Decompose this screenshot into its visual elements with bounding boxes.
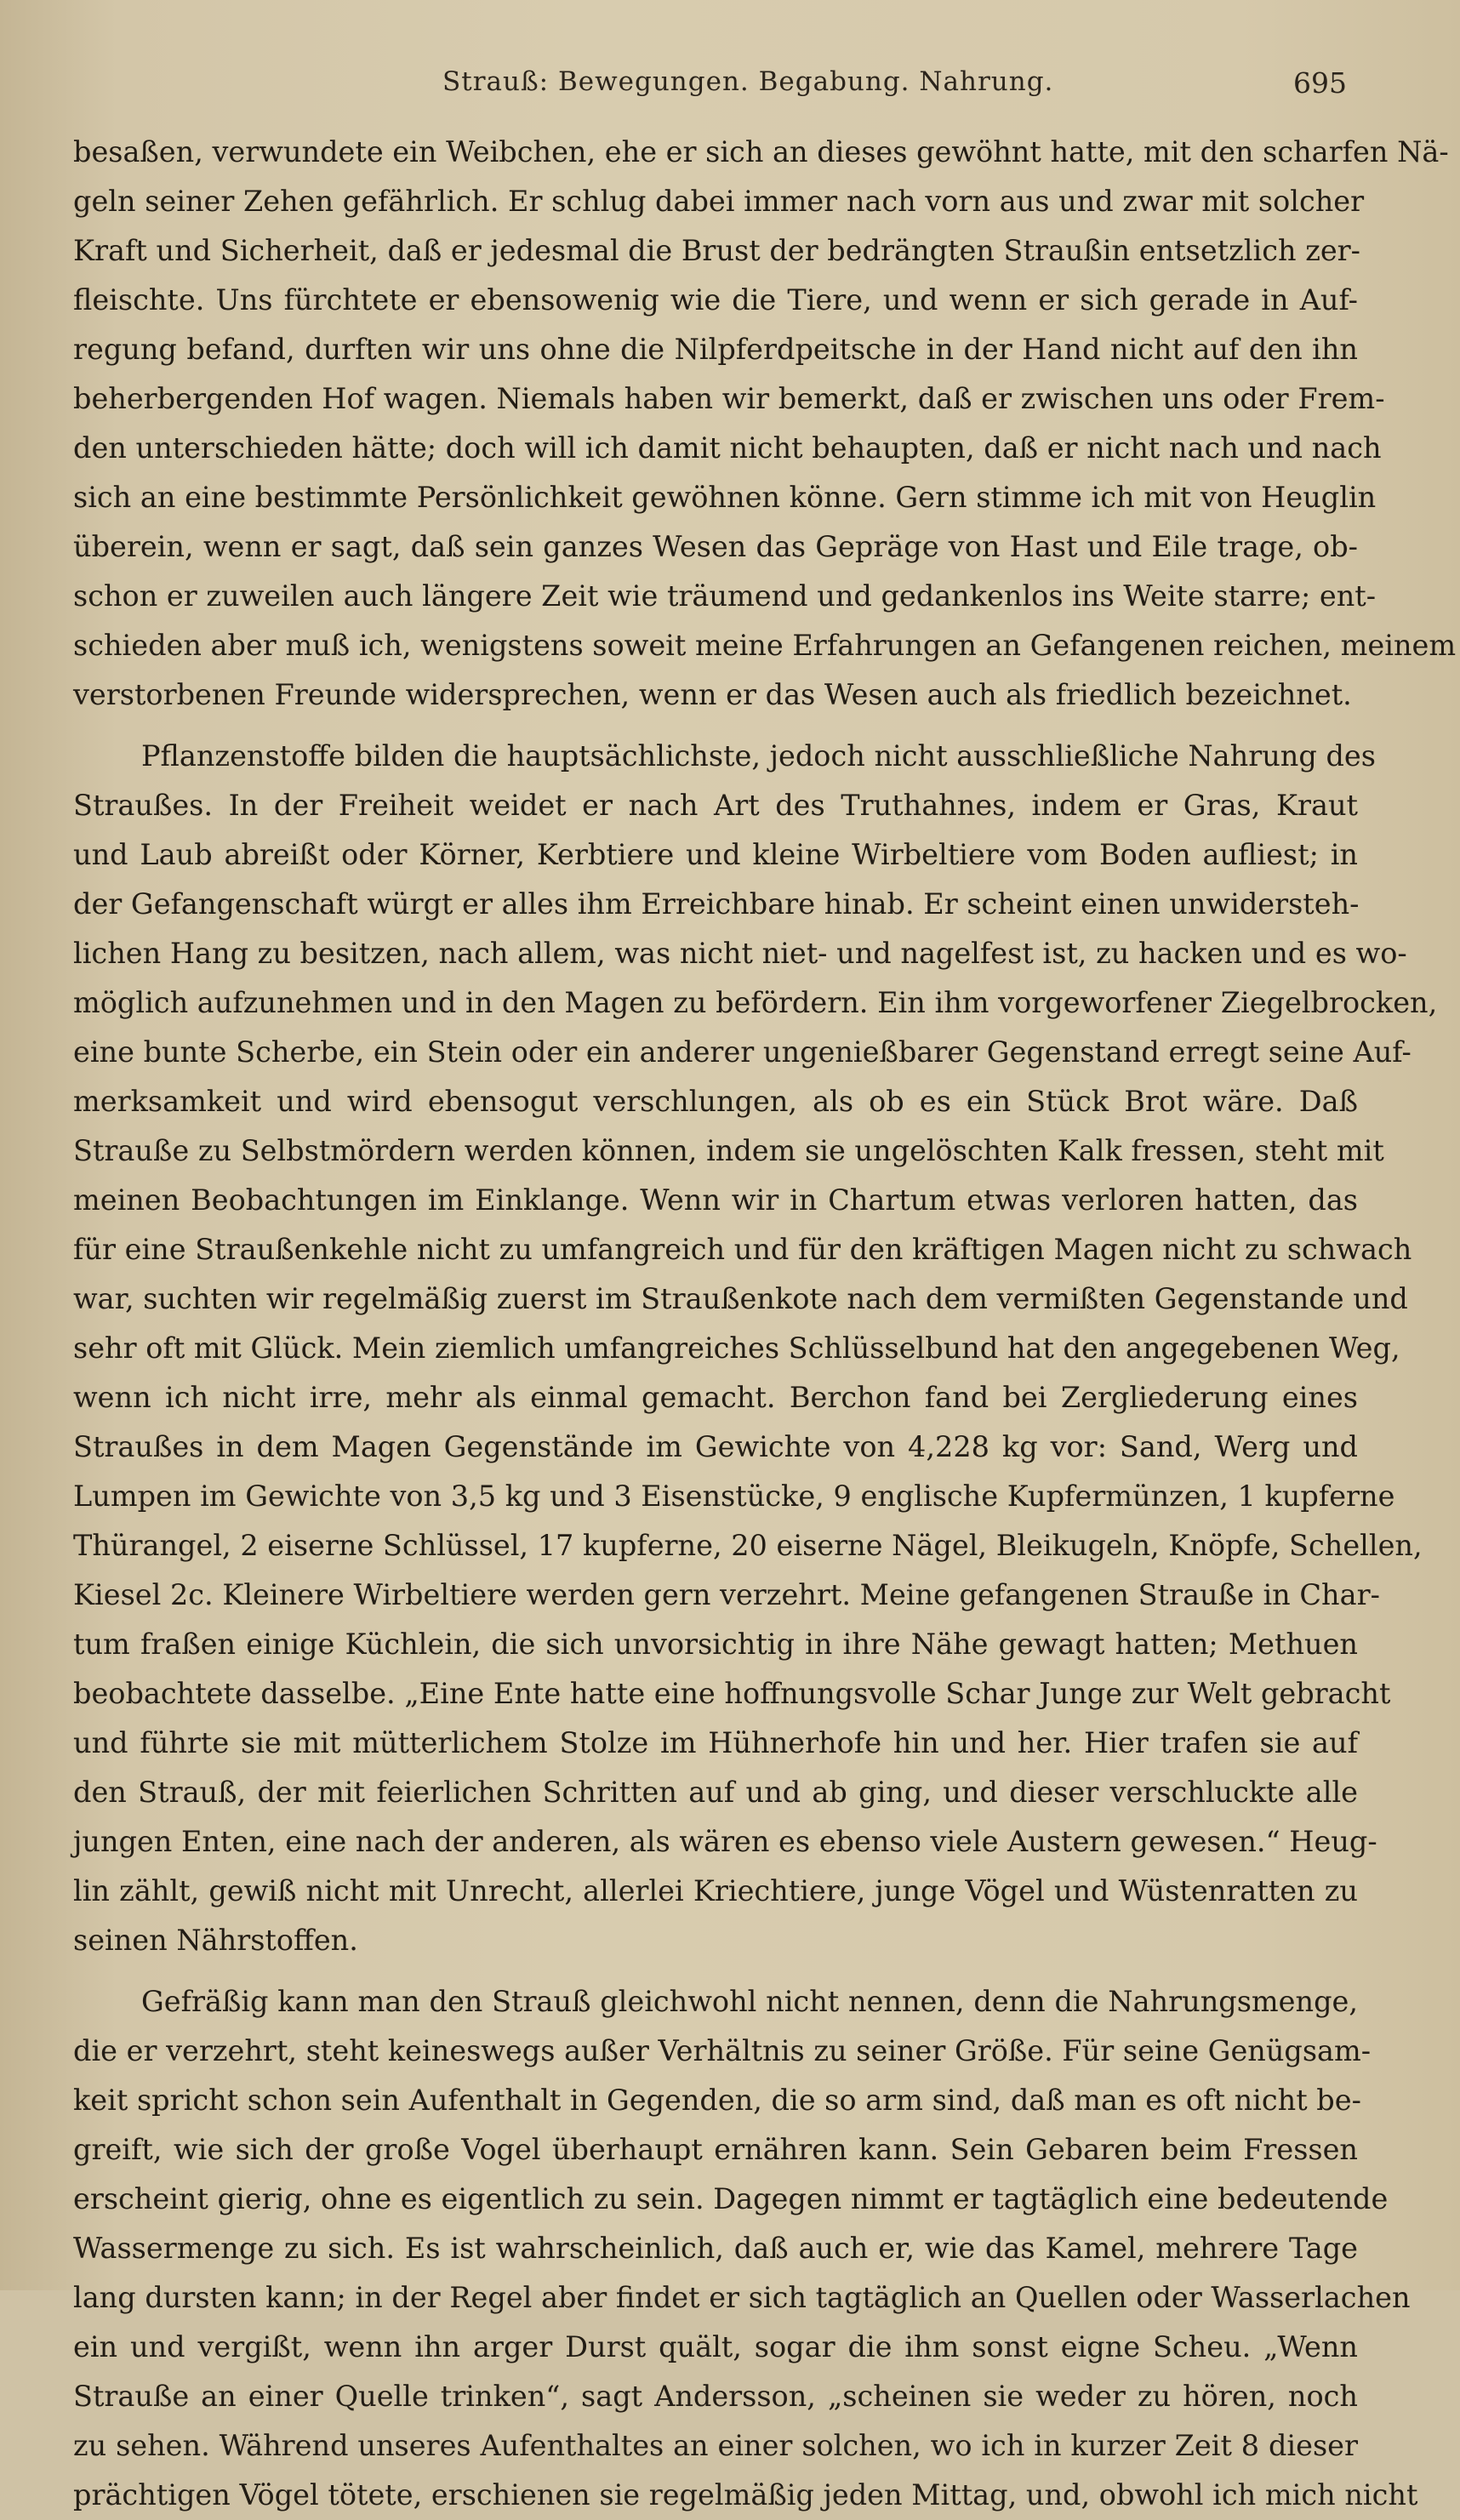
paragraph xyxy=(73,1977,1418,2520)
text-line: Thürangel, 2 eiserne Schlüssel, 17 kupferne, 20 eiserne Nägel, Bleikugeln, Knöpfe, Schellen, xyxy=(73,1529,1423,1562)
text-line: Strauße zu Selbstmördern werden können, indem sie ungelöschten Kalk fressen, steht mit xyxy=(73,1134,1384,1167)
text-line: Pflanzenstoffe bilden die hauptsächlichste, jedoch nicht ausschließliche Nahrung des xyxy=(141,739,1376,773)
text-line: lichen Hang zu besitzen, nach allem, was nicht niet- und nagelfest ist, zu hacken und es wo- xyxy=(73,937,1407,970)
page-number: 695 xyxy=(1293,66,1347,100)
paragraph-gap xyxy=(73,720,1358,732)
text-line: schieden aber muß ich, wenigstens soweit meine Erfahrungen an Gefangenen reichen, meinem xyxy=(73,629,1457,662)
text-line: Lumpen im Gewichte von 3,5 kg und 3 Eisenstücke, 9 englische Kupfermünzen, 1 kupferne xyxy=(73,1480,1395,1513)
text-line: eine bunte Scherbe, ein Stein oder ein anderer ungenießbarer Gegenstand erregt seine Auf- xyxy=(73,1035,1412,1069)
text-line: war, suchten wir regelmäßig zuerst im Straußenkote nach dem vermißten Gegenstande und xyxy=(73,1282,1408,1315)
text-line: greift, wie sich der große Vogel überhaupt ernähren kann. Sein Gebaren beim Fressen xyxy=(73,2133,1358,2166)
text-line: und führte sie mit mütterlichem Stolze im Hühnerhofe hin und her. Hier trafen sie auf xyxy=(73,1726,1358,1759)
text-line: und Laub abreißt oder Körner, Kerbtiere und kleine Wirbeltiere vom Boden aufliest; in xyxy=(73,838,1358,871)
text-line: tum fraßen einige Küchlein, die sich unvorsichtig in ihre Nähe gewagt hatten; Methuen xyxy=(73,1628,1358,1661)
text-line: Strauße an einer Quelle trinken“, sagt Andersson, „scheinen sie weder zu hören, noch xyxy=(73,2380,1358,2413)
text-line: sehr oft mit Glück. Mein ziemlich umfangreiches Schlüsselbund hat den angegebenen Weg, xyxy=(73,1331,1400,1365)
text-line: Kiesel 2c. Kleinere Wirbeltiere werden gern verzehrt. Meine gefangenen Strauße in Char- xyxy=(73,1578,1380,1611)
text-line: lang dursten kann; in der Regel aber findet er sich tagtäglich an Quellen oder Wasserlachen xyxy=(73,2281,1411,2314)
text-line: merksamkeit und wird ebensogut verschlungen, als ob es ein Stück Brot wäre. Daß xyxy=(73,1085,1358,1118)
text-line: sich an eine bestimmte Persönlichkeit gewöhnen könne. Gern stimme ich mit von Heuglin xyxy=(73,481,1377,514)
text-line: den unterschieden hätte; doch will ich damit nicht behaupten, daß er nicht nach und nach xyxy=(73,431,1382,465)
text-line: der Gefangenschaft würgt er alles ihm Erreichbare hinab. Er scheint einen unwiderstеh- xyxy=(73,887,1360,921)
text-line: jungen Enten, eine nach der anderen, als wären es ebenso viele Austern gewesen.“ Heug- xyxy=(73,1825,1377,1858)
paragraph xyxy=(73,732,1438,1965)
text-line: schon er zuweilen auch längere Zeit wie träumend und gedankenlos ins Weite starre; ent- xyxy=(73,579,1377,613)
text-line: Straußes in dem Magen Gegenstände im Gewichte von 4,228 kg vor: Sand, Werg und xyxy=(73,1430,1358,1463)
running-head xyxy=(0,0,1460,119)
paragraph-gap xyxy=(73,1965,1358,1977)
text-line: ein und vergißt, wenn ihn arger Durst quält, sogar die ihm sonst eigne Scheu. „Wenn xyxy=(73,2330,1358,2363)
text-line: Wassermenge zu sich. Es ist wahrscheinlich, daß auch er, wie das Kamel, mehrere Tage xyxy=(73,2232,1358,2265)
body-text xyxy=(73,128,1457,2520)
text-line: zu sehen. Während unseres Aufenthaltes an einer solchen, wo ich in kurzer Zeit 8 dieser xyxy=(73,2429,1358,2462)
text-line: beobachtete dasselbe. „Eine Ente hatte eine hoffnungsvolle Schar Junge zur Welt gebracht xyxy=(73,1677,1391,1710)
text-line: regung befand, durften wir uns ohne die Nilpferdpeitsche in der Hand nicht auf den ihn xyxy=(73,333,1358,366)
text-line: überein, wenn er sagt, daß sein ganzes Wesen das Gepräge von Hast und Eile trage, ob- xyxy=(73,530,1358,563)
text-line: verstorbenen Freunde widersprechen, wenn er das Wesen auch als friedlich bezeichnet. xyxy=(73,678,1352,711)
text-line: meinen Beobachtungen im Einklange. Wenn wir in Chartum etwas verloren hatten, das xyxy=(73,1183,1358,1217)
text-line: Kraft und Sicherheit, daß er jedesmal die Brust der bedrängten Straußin entsetzlich zer- xyxy=(73,234,1360,267)
text-line: Straußes. In der Freiheit weidet er nach Art des Truthahnes, indem er Gras, Kraut xyxy=(73,789,1358,822)
paragraph xyxy=(73,128,1457,720)
text-line: fleischte. Uns fürchtete er ebensowenig wie die Tiere, und wenn er sich gerade in Auf- xyxy=(73,283,1358,316)
text-line: geln seiner Zehen gefährlich. Er schlug dabei immer nach vorn aus und zwar mit solcher xyxy=(73,185,1365,218)
running-head-title: Strauß: Bewegungen. Begabung. Nahrung. xyxy=(442,66,1054,97)
text-line: seinen Nährstoffen. xyxy=(73,1924,358,1957)
text-line: den Strauß, der mit feierlichen Schritten auf und ab ging, und dieser verschluckte alle xyxy=(73,1776,1358,1809)
text-line: beherbergenden Hof wagen. Niemals haben wir bemerkt, daß er zwischen uns oder Frem- xyxy=(73,382,1385,415)
text-line: für eine Straußenkehle nicht zu umfangreich und für den kräftigen Magen nicht zu schwach xyxy=(73,1233,1412,1266)
text-line: die er verzehrt, steht keineswegs außer Verhältnis zu seiner Größe. Für seine Genügsam- xyxy=(73,2034,1372,2067)
text-line: besaßen, verwundete ein Weibchen, ehe er sich an dieses gewöhnt hatte, mit den scharfen Nä- xyxy=(73,135,1449,168)
text-line: Gefräßig kann man den Strauß gleichwohl nicht nennen, denn die Nahrungsmenge, xyxy=(141,1985,1358,2018)
text-line: prächtigen Vögel tötete, erschienen sie regelmäßig jeden Mittag, und, obwohl ich mich nicht xyxy=(73,2478,1418,2511)
text-line: erscheint gierig, ohne es eigentlich zu sein. Dagegen nimmt er tagtäglich eine bedeutende xyxy=(73,2182,1389,2215)
text-line: keit spricht schon sein Aufenthalt in Gegenden, die so arm sind, daß man es oft nicht be- xyxy=(73,2084,1361,2117)
text-line: möglich aufzunehmen und in den Magen zu befördern. Ein ihm vorgeworfener Ziegelbrocken, xyxy=(73,986,1438,1019)
text-line: wenn ich nicht irre, mehr als einmal gemacht. Berchon fand bei Zergliederung eines xyxy=(73,1381,1358,1414)
text-line: lin zählt, gewiß nicht mit Unrecht, allerlei Kriechtiere, junge Vögel und Wüstenratten zu xyxy=(73,1874,1358,1907)
